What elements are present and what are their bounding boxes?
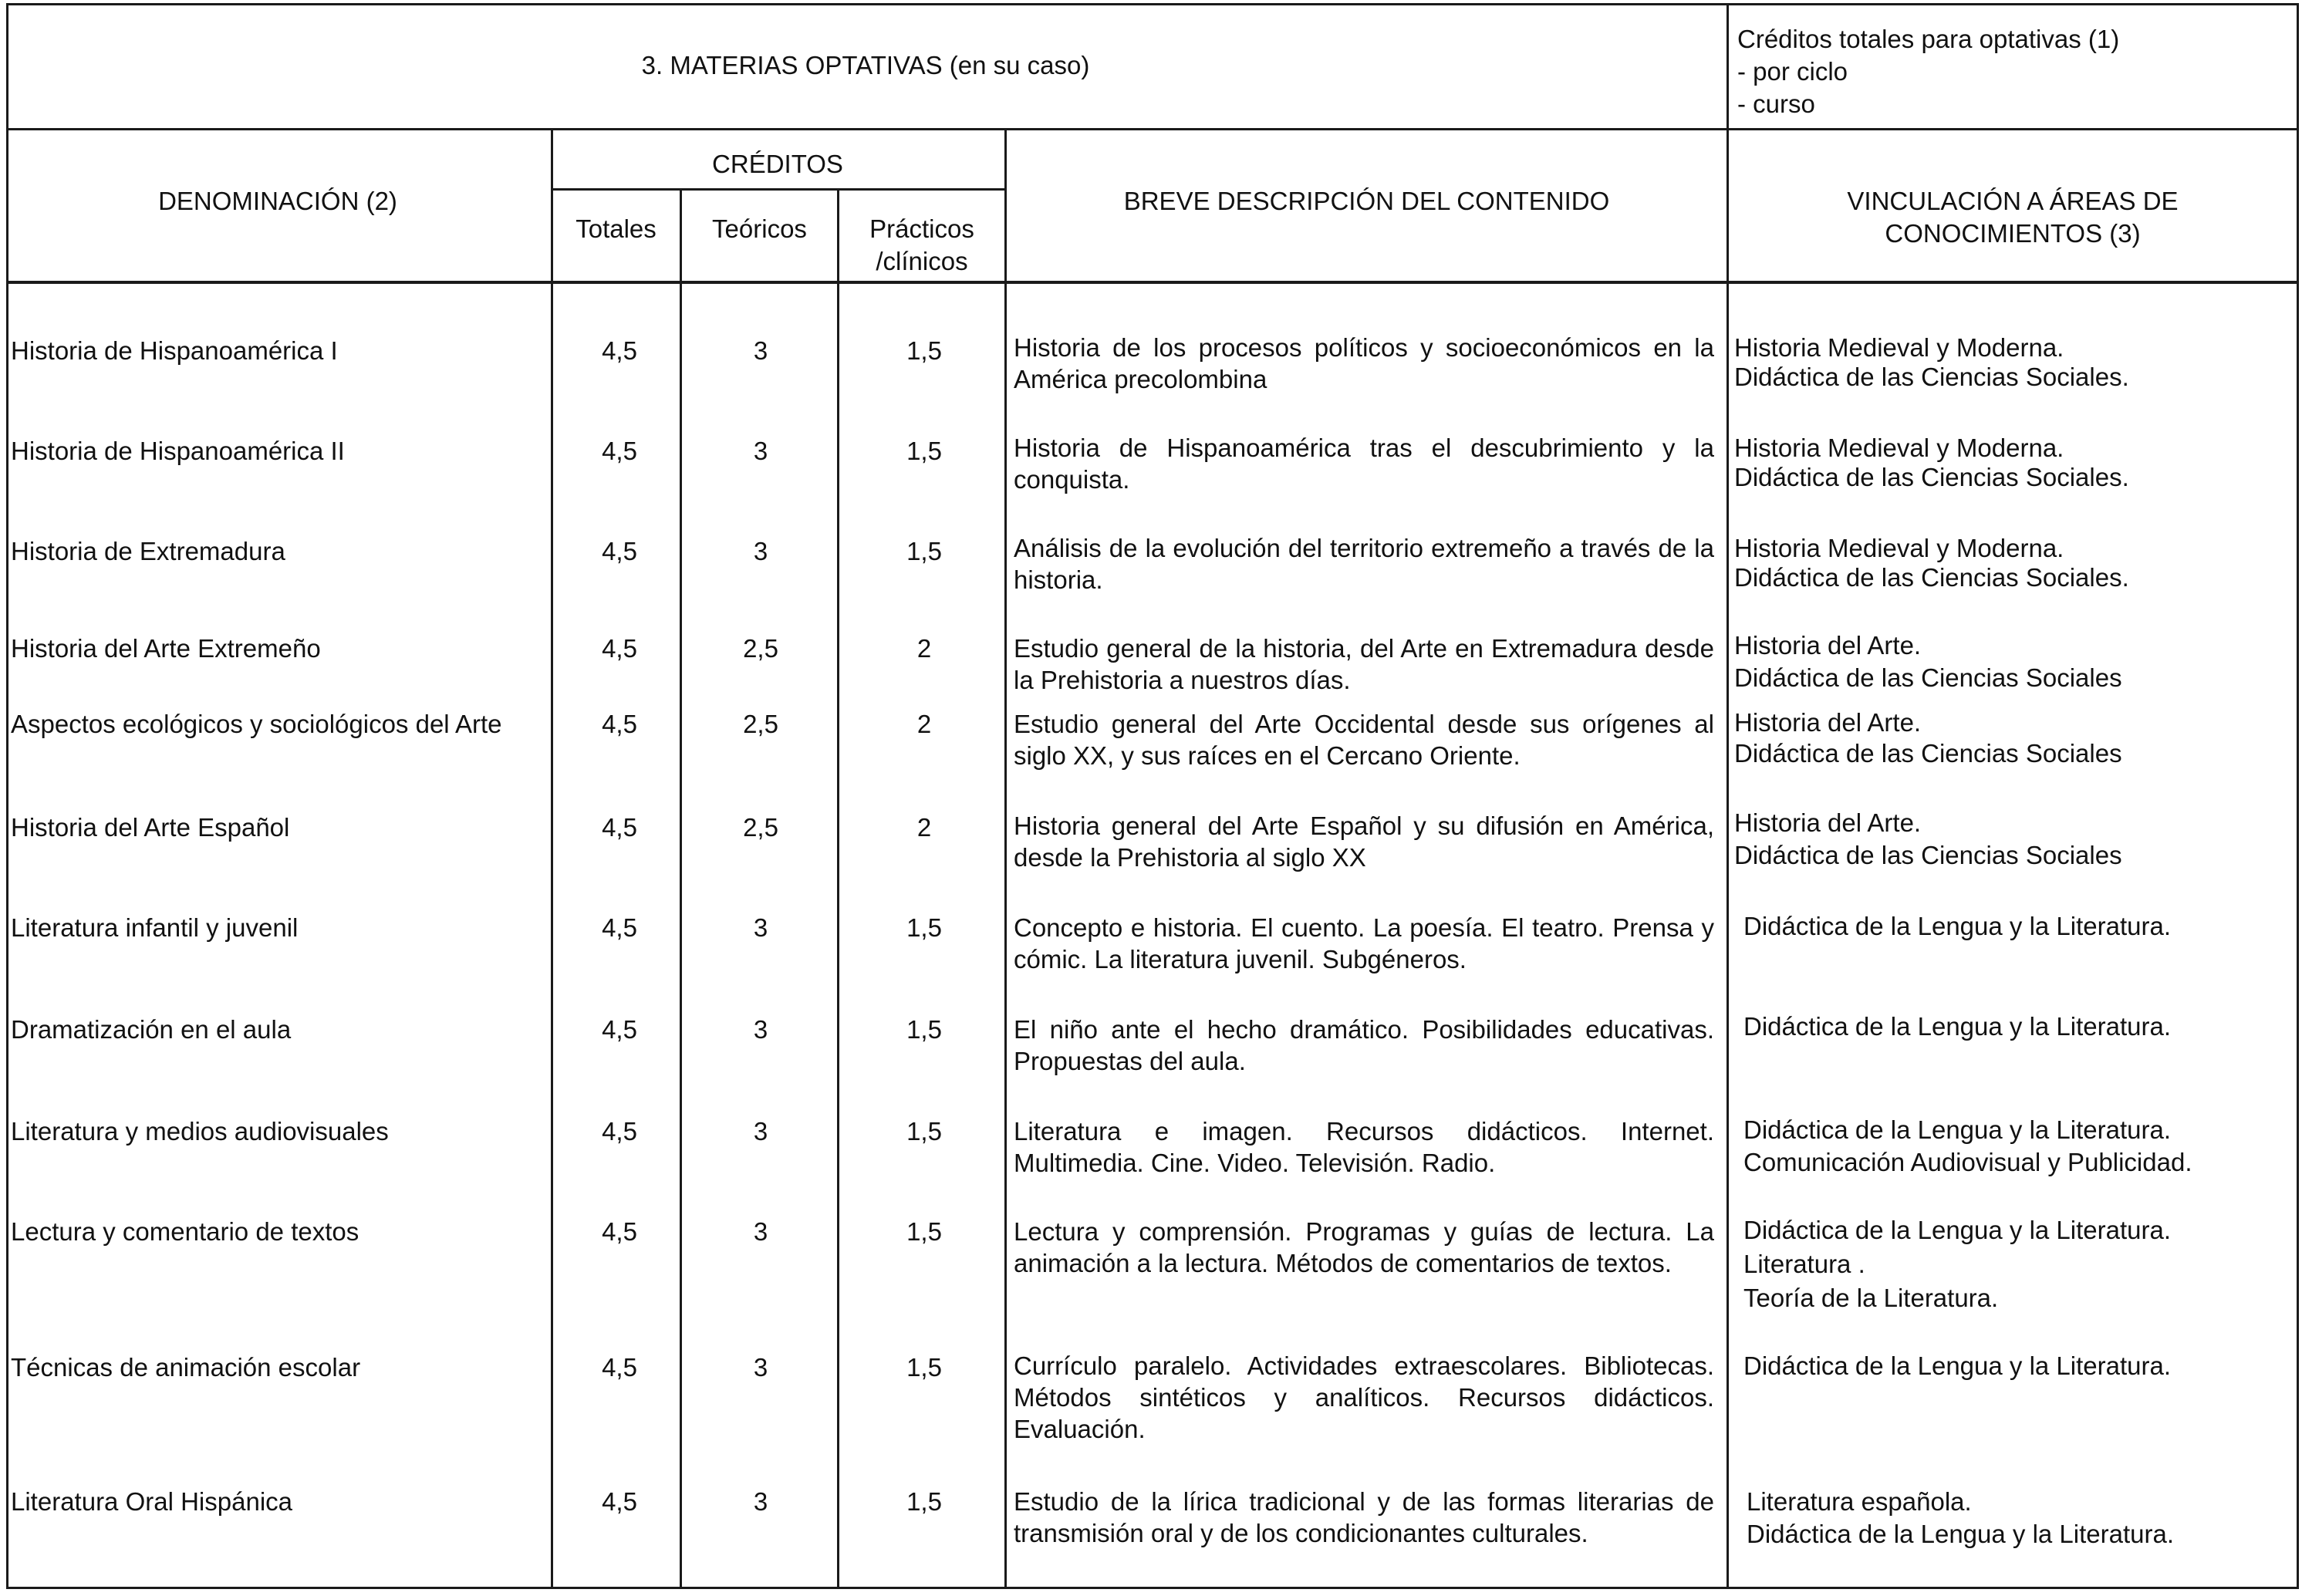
row-teoricos: 3 <box>753 1015 768 1044</box>
row-name: Aspectos ecológicos y sociológicos del Arte <box>11 710 502 738</box>
row-area: Teoría de la Literatura. <box>1743 1284 1999 1312</box>
row-area: Historia del Arte. <box>1734 708 1922 737</box>
row-description: Historia general del Arte Español y su difusión en América, desde la Prehistoria al siglo XX <box>1014 811 1714 872</box>
rule <box>6 128 2299 130</box>
row-area: Didáctica de la Lengua y la Literatura. <box>1743 912 2172 940</box>
row-totales: 4,5 <box>602 710 637 738</box>
row-name: Técnicas de animación escolar <box>11 1353 361 1382</box>
row-practicos: 1,5 <box>906 336 942 365</box>
row-totales: 4,5 <box>602 634 637 663</box>
row-practicos: 1,5 <box>906 1217 942 1246</box>
row-area: Literatura española. <box>1747 1487 1972 1516</box>
row-teoricos: 3 <box>753 1353 768 1382</box>
rule <box>551 188 1004 191</box>
row-area: Historia del Arte. <box>1734 808 1922 837</box>
row-description: Análisis de la evolución del territorio extremeño a través de la historia. <box>1014 534 1714 594</box>
row-teoricos: 3 <box>753 437 768 465</box>
row-area: Didáctica de las Ciencias Sociales. <box>1734 463 2129 491</box>
row-teoricos: 3 <box>753 913 768 942</box>
row-practicos: 2 <box>916 710 932 738</box>
column-header-descripcion: BREVE DESCRIPCIÓN DEL CONTENIDO <box>1123 187 1610 215</box>
row-name: Lectura y comentario de textos <box>11 1217 359 1246</box>
row-area: Didáctica de la Lengua y la Literatura. <box>1743 1012 2172 1041</box>
row-totales: 4,5 <box>602 913 637 942</box>
row-description: Historia de los procesos políticos y socioeconómicos en la América precolombina <box>1014 333 1714 393</box>
row-name: Historia de Extremadura <box>11 537 285 565</box>
row-practicos: 1,5 <box>906 537 942 565</box>
column-header-vinculacion: CONOCIMIENTOS (3) <box>1885 219 2141 248</box>
row-totales: 4,5 <box>602 1487 637 1516</box>
column-header-teoricos: Teóricos <box>712 214 807 243</box>
row-area: Didáctica de las Ciencias Sociales <box>1734 841 2122 869</box>
row-practicos: 1,5 <box>906 1117 942 1146</box>
column-header-totales: Totales <box>576 214 657 243</box>
row-practicos: 1,5 <box>906 1353 942 1382</box>
row-totales: 4,5 <box>602 336 637 365</box>
row-description: Lectura y comprensión. Programas y guías de lectura. La animación a la lectura. Métodos de comentarios de textos. <box>1014 1217 1714 1277</box>
row-description: Literatura e imagen. Recursos didácticos. Internet. Multimedia. Cine. Video. Televisión. Radio. <box>1014 1117 1714 1177</box>
row-teoricos: 3 <box>753 336 768 365</box>
row-area: Didáctica de la Lengua y la Literatura. <box>1743 1351 2172 1380</box>
row-description: Estudio de la lírica tradicional y de las formas literarias de transmisión oral y de los condicionantes culturales. <box>1014 1487 1714 1547</box>
row-totales: 4,5 <box>602 1015 637 1044</box>
row-name: Historia del Arte Español <box>11 813 290 842</box>
row-name: Historia de Hispanoamérica II <box>11 437 345 465</box>
credits-note-line: Créditos totales para optativas (1) <box>1737 25 2120 53</box>
row-totales: 4,5 <box>602 1117 637 1146</box>
row-totales: 4,5 <box>602 537 637 565</box>
row-teoricos: 3 <box>753 1487 768 1516</box>
row-name: Historia del Arte Extremeño <box>11 634 321 663</box>
rule <box>680 188 682 1589</box>
row-area: Didáctica de las Ciencias Sociales <box>1734 739 2122 768</box>
row-teoricos: 3 <box>753 1117 768 1146</box>
row-area: Didáctica de la Lengua y la Literatura. <box>1747 1520 2175 1548</box>
row-name: Literatura infantil y juvenil <box>11 913 299 942</box>
row-description: Estudio general de la historia, del Arte en Extremadura desde la Prehistoria a nuestros días. <box>1014 634 1714 694</box>
row-teoricos: 2,5 <box>743 634 778 663</box>
row-area: Historia Medieval y Moderna. <box>1734 434 2064 462</box>
row-description: El niño ante el hecho dramático. Posibilidades educativas. Propuestas del aula. <box>1014 1015 1714 1075</box>
row-area: Didáctica de las Ciencias Sociales. <box>1734 363 2129 391</box>
row-totales: 4,5 <box>602 1353 637 1382</box>
rule <box>6 1587 2299 1589</box>
section-title: 3. MATERIAS OPTATIVAS (en su caso) <box>641 51 1090 79</box>
row-description: Estudio general del Arte Occidental desde sus orígenes al siglo XX, y sus raíces en el Cercano Oriente. <box>1014 710 1714 770</box>
row-practicos: 2 <box>916 813 932 842</box>
rule <box>837 188 839 1589</box>
rule <box>1004 128 1007 1589</box>
row-area: Didáctica de la Lengua y la Literatura. <box>1743 1115 2172 1144</box>
credits-note-line: - por ciclo <box>1737 57 1848 86</box>
row-practicos: 2 <box>916 634 932 663</box>
row-name: Literatura y medios audiovisuales <box>11 1117 389 1146</box>
row-teoricos: 2,5 <box>743 813 778 842</box>
row-practicos: 1,5 <box>906 1487 942 1516</box>
row-area: Didáctica de las Ciencias Sociales <box>1734 663 2122 692</box>
row-practicos: 1,5 <box>906 913 942 942</box>
optativas-table <box>6 3 2299 1589</box>
row-area: Historia Medieval y Moderna. <box>1734 534 2064 562</box>
row-teoricos: 2,5 <box>743 710 778 738</box>
row-name: Dramatización en el aula <box>11 1015 292 1044</box>
row-description: Currículo paralelo. Actividades extraescolares. Bibliotecas. Métodos sintéticos y analíticos. Recursos didácticos. Evaluación. <box>1014 1351 1714 1443</box>
row-area: Didáctica de las Ciencias Sociales. <box>1734 563 2129 592</box>
row-teoricos: 3 <box>753 1217 768 1246</box>
credits-note-line: - curso <box>1737 89 1815 118</box>
row-practicos: 1,5 <box>906 437 942 465</box>
row-area: Historia del Arte. <box>1734 631 1922 660</box>
row-area: Didáctica de la Lengua y la Literatura. <box>1743 1216 2172 1244</box>
row-totales: 4,5 <box>602 1217 637 1246</box>
row-totales: 4,5 <box>602 813 637 842</box>
row-totales: 4,5 <box>602 437 637 465</box>
column-header-practicos: /clínicos <box>876 247 968 275</box>
column-header-creditos: CRÉDITOS <box>712 150 843 178</box>
row-description: Concepto e historia. El cuento. La poesía. El teatro. Prensa y cómic. La literatura juvenil. Subgéneros. <box>1014 913 1714 973</box>
row-description: Historia de Hispanoamérica tras el descubrimiento y la conquista. <box>1014 434 1714 494</box>
row-teoricos: 3 <box>753 537 768 565</box>
row-name: Historia de Hispanoamérica I <box>11 336 338 365</box>
row-area: Historia Medieval y Moderna. <box>1734 333 2064 362</box>
rule <box>6 281 2299 284</box>
row-name: Literatura Oral Hispánica <box>11 1487 292 1516</box>
column-header-denominacion: DENOMINACIÓN (2) <box>158 187 397 215</box>
column-header-vinculacion: VINCULACIÓN A ÁREAS DE <box>1847 187 2179 215</box>
row-practicos: 1,5 <box>906 1015 942 1044</box>
rule <box>6 3 2299 5</box>
row-area: Literatura . <box>1743 1250 1865 1278</box>
row-area: Comunicación Audiovisual y Publicidad. <box>1743 1148 2192 1176</box>
column-header-practicos: Prácticos <box>869 214 974 243</box>
